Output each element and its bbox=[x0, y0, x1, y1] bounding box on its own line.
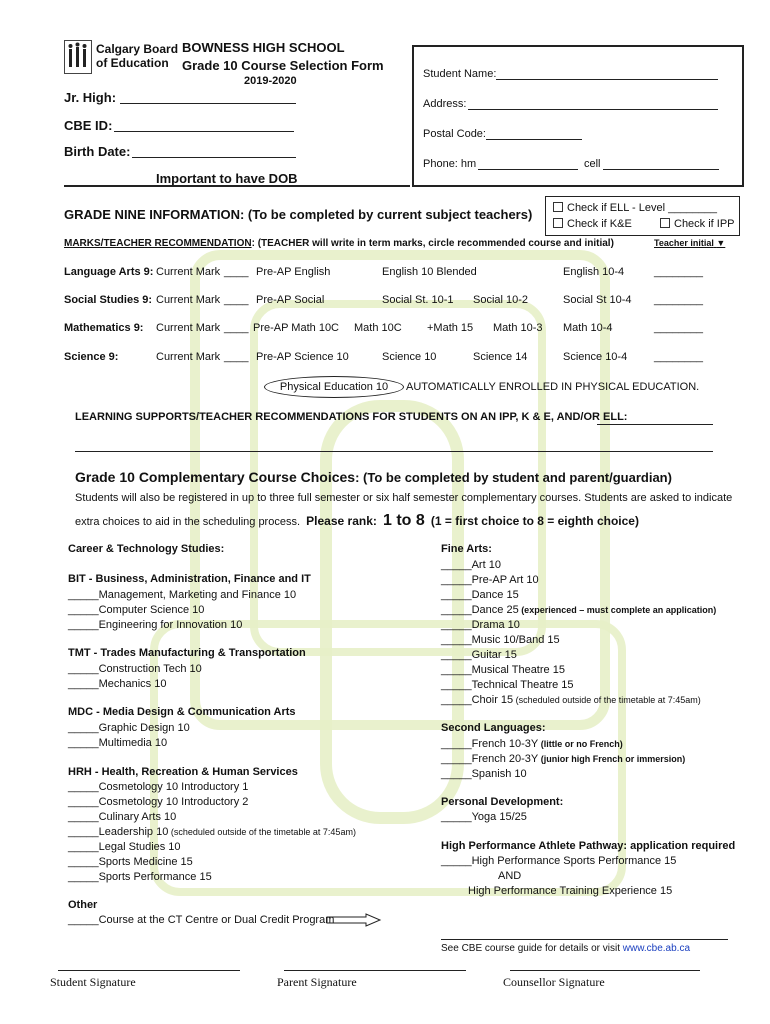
course-choice[interactable]: _____Yoga 15/25 bbox=[441, 811, 527, 823]
logo-figures-icon bbox=[65, 41, 91, 73]
course-choice[interactable]: _____Choir 15 (scheduled outside of the timetable at 7:45am) bbox=[441, 694, 701, 706]
course-option[interactable]: Social St. 10-1 bbox=[382, 294, 454, 306]
ell-check[interactable]: Check if ELL - Level ________ bbox=[553, 202, 717, 214]
personal-development-heading: Personal Development: bbox=[441, 796, 564, 808]
fine-arts-heading: Fine Arts: bbox=[441, 543, 492, 555]
address-label: Address: bbox=[423, 98, 467, 110]
student-signature-label: Student Signature bbox=[50, 975, 136, 989]
mdc-heading: MDC - Media Design & Communication Arts bbox=[68, 706, 296, 718]
course-choice[interactable]: _____Spanish 10 bbox=[441, 768, 527, 780]
course-choice[interactable]: _____Cosmetology 10 Introductory 2 bbox=[68, 796, 249, 808]
course-choice[interactable]: _____Multimedia 10 bbox=[68, 737, 168, 749]
ke-checkbox-icon bbox=[553, 218, 563, 228]
course-choice[interactable]: _____French 20-3Y (junior high French or immersion) bbox=[441, 753, 686, 765]
ipp-check[interactable]: Check if IPP bbox=[660, 218, 735, 230]
course-choice[interactable]: _____Construction Tech 10 bbox=[68, 663, 202, 675]
course-option[interactable]: Social St 10-4 bbox=[563, 294, 632, 306]
course-choice[interactable]: _____Dance 15 bbox=[441, 589, 519, 601]
course-choice[interactable]: _____Pre-AP Art 10 bbox=[441, 574, 539, 586]
learning-supports-field-2[interactable] bbox=[75, 451, 713, 452]
parent-signature-label: Parent Signature bbox=[277, 975, 357, 989]
grade-nine-heading: GRADE NINE INFORMATION: (To be completed by current subject teachers) bbox=[64, 207, 533, 222]
course-choice[interactable]: _____Dance 25 (experienced – must complete an application) bbox=[441, 604, 717, 616]
course-choice[interactable]: _____Mechanics 10 bbox=[68, 678, 167, 690]
course-choice[interactable]: _____Legal Studies 10 bbox=[68, 841, 181, 853]
bit-list bbox=[68, 588, 296, 633]
dob-note: Important to have DOB bbox=[156, 171, 298, 186]
course-option[interactable]: English 10 Blended bbox=[382, 266, 477, 278]
marks-recommendation-label: MARKS/TEACHER RECOMMENDATION: (TEACHER will write in term marks, circle recommended course and initial) bbox=[64, 238, 614, 249]
course-option[interactable]: Science 14 bbox=[473, 351, 528, 363]
course-option[interactable]: Math 10C bbox=[354, 322, 402, 334]
tmt-list bbox=[68, 662, 202, 692]
teacher-initial-field[interactable]: ________ bbox=[654, 294, 703, 306]
course-choice[interactable]: _____Sports Performance 15 bbox=[68, 871, 212, 883]
pe-auto-note: AUTOMATICALLY ENROLLED IN PHYSICAL EDUCATION. bbox=[406, 381, 700, 393]
teacher-initial-field[interactable]: ________ bbox=[654, 351, 703, 363]
course-choice[interactable]: _____Cosmetology 10 Introductory 1 bbox=[68, 781, 249, 793]
other-heading: Other bbox=[68, 899, 98, 911]
course-choice[interactable]: _____Art 10 bbox=[441, 559, 501, 571]
counsellor-signature-line[interactable] bbox=[510, 970, 700, 971]
school-year: 2019-2020 bbox=[244, 75, 297, 87]
learning-supports-label: LEARNING SUPPORTS/TEACHER RECOMMENDATIONS FOR STUDENTS ON AN IPP, K & E, AND/OR ELL: bbox=[75, 411, 628, 423]
grade-ten-heading: Grade 10 Complementary Course Choices: (To be completed by student and parent/guardian) bbox=[75, 469, 672, 485]
school-name: BOWNESS HIGH SCHOOL bbox=[182, 40, 345, 55]
counsellor-signature-label: Counsellor Signature bbox=[503, 975, 605, 989]
postal-code-field[interactable] bbox=[486, 139, 582, 140]
course-option[interactable]: +Math 15 bbox=[427, 322, 474, 334]
teacher-initial-field[interactable]: ________ bbox=[654, 322, 703, 334]
pe-oval: Physical Education 10 bbox=[264, 376, 404, 398]
grade-ten-intro-2: extra choices to aid in the scheduling process. Please rank: 1 to 8 (1 = first choice to 8 = eighth choice) bbox=[75, 512, 639, 529]
course-choice[interactable]: _____French 10-3Y (little or no French) bbox=[441, 738, 623, 750]
course-option[interactable]: Math 10-4 bbox=[563, 322, 613, 334]
student-name-field[interactable] bbox=[496, 79, 718, 80]
student-signature-line[interactable] bbox=[58, 970, 240, 971]
student-name-label: Student Name: bbox=[423, 68, 497, 80]
course-choice[interactable]: _____Engineering for Innovation 10 bbox=[68, 619, 243, 631]
cbe-id-field[interactable] bbox=[114, 131, 294, 132]
cell-field[interactable] bbox=[603, 169, 719, 170]
course-option[interactable]: Science 10-4 bbox=[563, 351, 628, 363]
course-option[interactable]: Science 10 bbox=[382, 351, 437, 363]
arrow-right-icon bbox=[326, 913, 382, 927]
course-choice[interactable]: _____Technical Theatre 15 bbox=[441, 679, 574, 691]
teacher-initial-field[interactable]: ________ bbox=[654, 266, 703, 278]
cbe-website-link[interactable]: www.cbe.ab.ca bbox=[622, 943, 691, 954]
learning-supports-field[interactable] bbox=[597, 424, 713, 425]
cbe-logo bbox=[64, 40, 92, 74]
course-choice[interactable]: _____Drama 10 bbox=[441, 619, 520, 631]
jr-high-field[interactable] bbox=[120, 103, 296, 104]
course-guide-note: See CBE course guide for details or visit www.cbe.ab.ca bbox=[441, 943, 691, 954]
course-choice[interactable]: _____Leadership 10 (scheduled outside of the timetable at 7:45am) bbox=[68, 826, 356, 838]
postal-code-label: Postal Code: bbox=[423, 128, 486, 140]
course-option[interactable]: Pre-AP Math 10C bbox=[253, 322, 340, 334]
course-option[interactable]: Pre-AP Science 10 bbox=[256, 351, 349, 363]
bit-heading: BIT - Business, Administration, Finance and IT bbox=[68, 573, 311, 585]
languages-list bbox=[441, 737, 685, 782]
course-choice[interactable]: _____Graphic Design 10 bbox=[68, 722, 190, 734]
ipp-checkbox-icon bbox=[660, 218, 670, 228]
course-choice[interactable]: _____Sports Medicine 15 bbox=[68, 856, 193, 868]
jr-high-label: Jr. High: bbox=[64, 90, 117, 105]
cts-heading: Career & Technology Studies: bbox=[68, 543, 225, 555]
hpa-heading: High Performance Athlete Pathway: application required bbox=[441, 840, 736, 852]
parent-signature-line[interactable] bbox=[284, 970, 466, 971]
hrh-heading: HRH - Health, Recreation & Human Services bbox=[68, 766, 298, 778]
birth-date-field[interactable] bbox=[132, 157, 296, 158]
course-choice[interactable]: _____Guitar 15 bbox=[441, 649, 517, 661]
grade-ten-intro-1: Students will also be registered in up to three full semester or six half semester complementary courses. Students are asked to indicate bbox=[75, 492, 733, 504]
course-choice[interactable]: _____Computer Science 10 bbox=[68, 604, 205, 616]
tmt-heading: TMT - Trades Manufacturing & Transportation bbox=[68, 647, 306, 659]
course-option[interactable]: Pre-AP English bbox=[256, 266, 331, 278]
address-field[interactable] bbox=[468, 109, 718, 110]
logo-line-1: Calgary Board bbox=[96, 42, 179, 56]
hpa-training: High Performance Training Experience 15 bbox=[468, 885, 673, 897]
course-choice[interactable]: _____Course at the CT Centre or Dual Credit Program bbox=[68, 914, 335, 926]
cell-label: cell bbox=[584, 158, 601, 170]
fine-arts-list bbox=[441, 558, 716, 708]
phone-field[interactable] bbox=[478, 169, 578, 170]
course-choice[interactable]: _____Management, Marketing and Finance 10 bbox=[68, 589, 297, 601]
course-option[interactable]: Pre-AP Social bbox=[256, 294, 325, 306]
course-option[interactable]: English 10-4 bbox=[563, 266, 625, 278]
course-option[interactable]: Math 10-3 bbox=[493, 322, 543, 334]
guide-divider bbox=[441, 939, 728, 940]
course-option[interactable]: Social 10-2 bbox=[473, 294, 529, 306]
header-divider bbox=[64, 185, 410, 187]
second-languages-heading: Second Languages: bbox=[441, 722, 546, 734]
form-title: Grade 10 Course Selection Form bbox=[182, 58, 384, 73]
ell-checkbox-icon bbox=[553, 202, 563, 212]
phone-label: Phone: hm bbox=[423, 158, 477, 170]
course-choice[interactable]: _____Culinary Arts 10 bbox=[68, 811, 177, 823]
logo-text bbox=[96, 42, 178, 70]
triangle-down-icon: ▼ bbox=[716, 238, 726, 248]
birth-date-label: Birth Date: bbox=[64, 144, 131, 159]
hrh-list bbox=[68, 780, 356, 885]
hpa-and: AND bbox=[498, 870, 522, 882]
cbe-id-label: CBE ID: bbox=[64, 118, 113, 133]
course-choice[interactable]: _____High Performance Sports Performance 15 bbox=[441, 855, 677, 867]
ke-check[interactable]: Check if K&E bbox=[553, 218, 632, 230]
course-choice[interactable]: _____Music 10/Band 15 bbox=[441, 634, 560, 646]
logo-line-2: of Education bbox=[96, 56, 169, 70]
course-choice[interactable]: _____Musical Theatre 15 bbox=[441, 664, 565, 676]
teacher-initial-header: Teacher initial ▼ bbox=[654, 238, 726, 248]
mdc-list bbox=[68, 721, 190, 751]
